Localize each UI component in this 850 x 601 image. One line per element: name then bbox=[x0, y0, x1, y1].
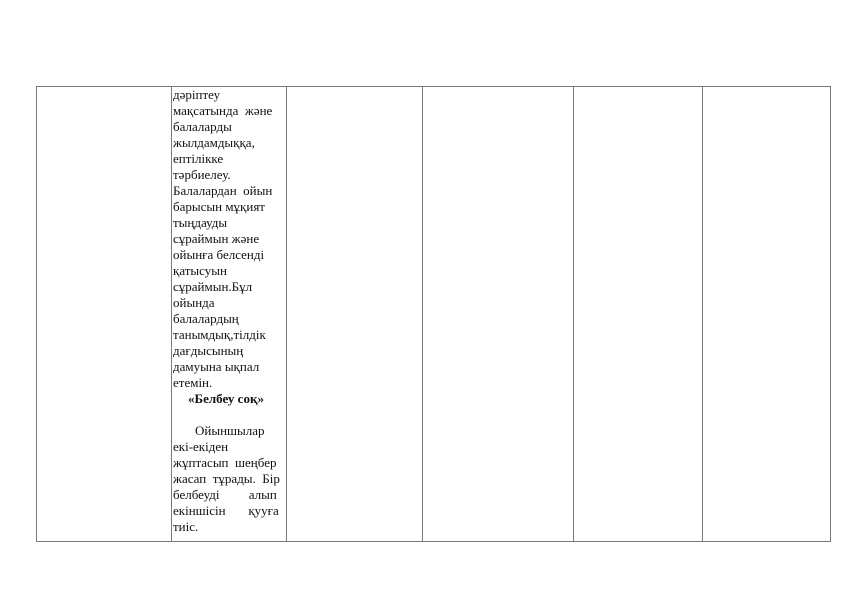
text-line: балалардың bbox=[173, 311, 239, 326]
table-row bbox=[37, 87, 831, 542]
text-line: мақсатында және bbox=[173, 103, 273, 118]
text-line: екіншісін қууға bbox=[173, 503, 279, 518]
blank-line bbox=[173, 407, 284, 423]
text-line: ойынға белсенді bbox=[173, 247, 265, 262]
text-line: дағдысының bbox=[173, 343, 244, 358]
table-cell-4 bbox=[423, 87, 574, 542]
text-line: дамуына ықпал bbox=[173, 359, 260, 374]
text-line: Ойыншылар bbox=[195, 423, 265, 438]
table-cell-3 bbox=[287, 87, 423, 542]
table-cell-6 bbox=[703, 87, 831, 542]
text-line: жылдамдыққа, bbox=[173, 135, 255, 150]
plan-table bbox=[36, 86, 831, 542]
table-cell-2 bbox=[172, 87, 287, 542]
text-line: барысын мұқият bbox=[173, 199, 265, 214]
text-line: белбеуді алып bbox=[173, 487, 277, 502]
text-line: тәрбиелеу. bbox=[173, 167, 231, 182]
text-line: ойында bbox=[173, 295, 215, 310]
text-line: жасап тұрады. Бір bbox=[173, 471, 280, 486]
text-line: балаларды bbox=[173, 119, 232, 134]
text-line: қатысуын bbox=[173, 263, 227, 278]
game-title: «Белбеу соқ» bbox=[188, 391, 264, 406]
text-line: Балалардан ойын bbox=[173, 183, 273, 198]
text-line: жұптасып шеңбер bbox=[173, 455, 277, 470]
text-line: екі-екіден bbox=[173, 439, 229, 454]
cell-text bbox=[172, 87, 286, 535]
text-line: ептілікке bbox=[173, 151, 224, 166]
text-line: сұраймын және bbox=[173, 231, 260, 246]
text-line: етемін. bbox=[173, 375, 213, 390]
table-cell-1 bbox=[37, 87, 172, 542]
table-cell-5 bbox=[574, 87, 703, 542]
text-line: танымдық,тілдік bbox=[173, 327, 266, 342]
text-line: тиіс. bbox=[173, 519, 199, 534]
text-line: тыңдауды bbox=[173, 215, 228, 230]
text-line: сұраймын.Бұл bbox=[173, 279, 253, 294]
text-line: дәріптеу bbox=[173, 87, 221, 102]
